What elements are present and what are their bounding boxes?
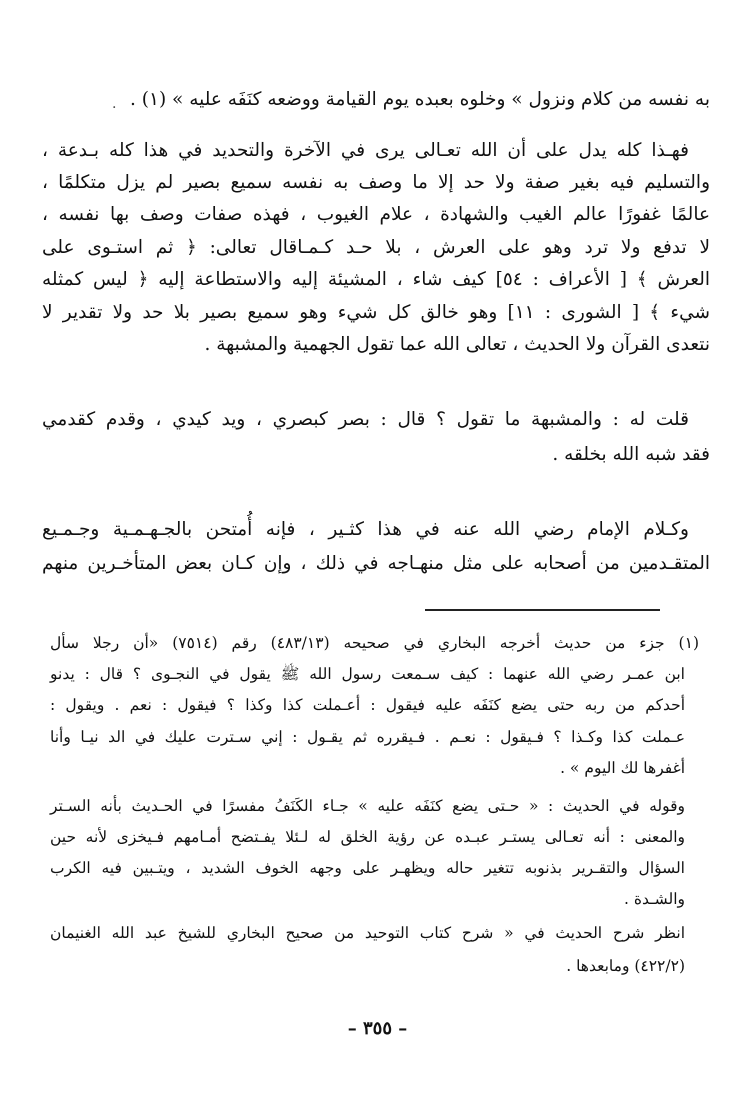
footnote-separator [425,609,660,611]
body-line-5: لا تدفع ولا ترد وهو على العرش ، بلا حـد كـمـاقال تعالى: ﴿ ثم استـوى على [42,237,710,258]
footnote-line-10: انظر شرح الحديث في « شرح كتاب التوحيد من صحيح البخاري للشيخ عبد الله الغنيمان [50,924,685,942]
footnote-line-5: أغفرها لك اليوم » . [560,759,685,777]
body-line-9: قلت له : والمشبهة ما تقول ؟ قال : بصر كبصري ، ويد كيدي ، وقدم كقدمي [42,409,689,430]
body-line-3: والتسليم فيه بغير صفة ولا حد إلا ما وصف به نفسه سميع بصير لم يزل متكلمًا ، [42,172,710,193]
body-line-6: العرش ﴾ [ الأعراف : ٥٤] كيف شاء ، المشيئة إليه والاستطاعة إليه ﴿ ليس كمثله [42,269,710,290]
footnote-line-3: أحدكم من ربه حتى يضع كنَفَه عليه فيقول : أعـملت كذا وكذا ؟ فيقول : نعم . ويقول : [50,696,685,714]
body-line-4: عالمًا غفورًا عالم الغيب والشهادة ، علام الغيوب ، فهذه صفات وصف بها نفسه ، [42,204,710,225]
body-line-8: نتعدى القرآن ولا الحديث ، تعالى الله عما تقول الجهمية والمشبهة . [204,334,710,355]
body-line-11: وكـلام الإمام رضي الله عنه في هذا كثـير ، فإنه أُمتحن بالجـهـمـية وجـمـيع [42,519,689,540]
footnote-line-7: والمعنى : أنه تعـالى يستـر عبـده عن رؤية الخلق له لـئلا يفـتضح أمـامهم فـيخزى لأنه حين [50,828,685,846]
body-line-7: شيء ﴾ [ الشورى : ١١] وهو خالق كل شيء وهو سميع بصير بلا حد ولا تقدير لا [42,302,710,323]
page-number: – ٣٥٥ – [347,1018,408,1039]
stray-mark: . [112,96,117,112]
footnote-line-8: السؤال والتقـرير بذنوبه تتغير حاله ويظهـر على وجهه الخوف الشديد ، ويتـبين فيه الكرب [50,859,685,877]
footnote-line-9: والشـدة . [624,890,685,908]
footnote-line-6: وقوله في الحديث : « حـتى يضع كنَفَه عليه » جـاء الكَنَفُ مفسرًا في الحـديث بأنه السـتر [50,797,685,815]
footnote-line-2: ابن عمـر رضي الله عنهما : كيف سـمعت رسول الله ﷺ يقول في النجـوى ؟ قال : يدنو [50,665,685,683]
body-line-12: المتقـدمين من أصحابه على مثل منهـاجه في ذلك ، وإن كـان بعض المتأخـرين منهم [42,553,710,574]
footnote-line-1: (١) جزء من حديث أخرجه البخاري في صحيحه (٤٨٣/١٣) رقم (٧٥١٤) «أن رجلا سأل [50,634,699,652]
body-line-10: فقد شبه الله بخلقه . [552,444,710,465]
body-line-1: به نفسه من كلام ونزول » وخلوه بعبده يوم القيامة ووضعه كنَفَه عليه » (١) . [130,89,710,110]
body-line-2: فهـذا كله يدل على أن الله تعـالى يرى في الآخرة والتحديد في هذا كله بـدعة ، [42,140,689,161]
footnote-line-4: عـملت كذا وكـذا ؟ فـيقول : نعـم . فـيقرره ثم يقـول : إني سـترت عليك في الد نيـا وأنا [50,728,685,746]
footnote-line-11: (٤٢٢/٢) ومابعدها . [566,957,685,975]
